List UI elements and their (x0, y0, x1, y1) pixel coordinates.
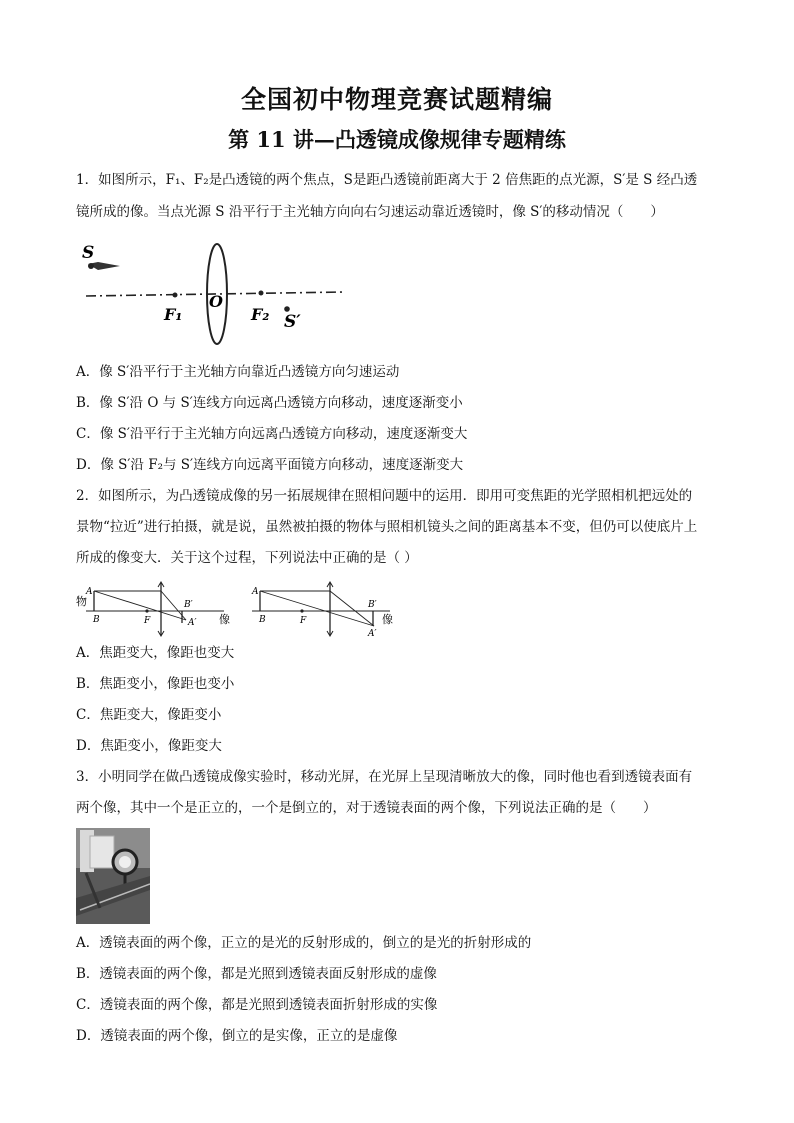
label-a: A (86, 587, 93, 597)
q2-stem-line-3: 所成的像变大．关于这个过程，下列说法中正确的是（ ） (76, 550, 418, 566)
q3-option-b: B．透镜表面的两个像，都是光照到透镜表面反射形成的虚像 (76, 966, 437, 982)
q1-stem-line-1: 1．如图所示，F₁、F₂是凸透镜的两个焦点，S是距凸透镜前距离大于 2 倍焦距的点光源，S′是 S 经凸透 (76, 172, 698, 188)
q3-experiment-photo (76, 828, 150, 924)
q3-stem-line-2: 两个像，其中一个是正立的，一个是倒立的，对于透镜表面的两个像，下列说法正确的是（ ） (76, 800, 657, 816)
q1-lens-figure (76, 236, 356, 348)
q2-camera-figure-left (76, 580, 236, 638)
label-f1: F₁ (164, 305, 183, 324)
label-a-prime: A′ (188, 618, 197, 628)
label-f: F (144, 616, 151, 626)
label-object: 物 (76, 595, 87, 608)
ray-center (260, 591, 374, 626)
label-f2: F₂ (251, 305, 270, 324)
q3-option-c: C．透镜表面的两个像，都是光照到透镜表面折射形成的实像 (76, 997, 438, 1013)
q1-stem-line-2: 镜所成的像。当点光源 S 沿平行于主光轴方向向右匀速运动靠近透镜时，像 S′的移动情况（ ） (76, 204, 664, 220)
page-subtitle: 第 11 讲—凸透镜成像规律专题精练 (228, 127, 566, 152)
focus-f1-dot (173, 293, 178, 298)
lens-reflection (119, 856, 131, 868)
q3-stem-line-1: 3．小明同学在做凸透镜成像实验时，移动光屏，在光屏上呈现清晰放大的像，同时他也看到透镜表面有 (76, 769, 693, 785)
label-image: 像 (219, 613, 230, 626)
label-b: B (93, 615, 100, 625)
label-image: 像 (382, 613, 393, 626)
q1-option-a: A．像 S′沿平行于主光轴方向靠近凸透镜方向匀速运动 (76, 364, 400, 380)
q2-option-d: D．焦距变小，像距变大 (76, 738, 222, 754)
page-title: 全国初中物理竞赛试题精编 (240, 85, 553, 114)
point-source-s (88, 263, 94, 269)
label-a-prime: A′ (368, 629, 377, 639)
label-o: O (209, 292, 223, 311)
q3-option-d: D．透镜表面的两个像，倒立的是实像，正立的是虚像 (76, 1028, 398, 1044)
focus-dot (300, 609, 303, 612)
label-b: B (259, 615, 266, 625)
q1-option-c: C．像 S′沿平行于主光轴方向远离凸透镜方向移动，速度逐渐变大 (76, 426, 468, 442)
label-a: A (252, 587, 259, 597)
q2-camera-figure-right (242, 580, 402, 640)
q2-option-a: A．焦距变大，像距也变大 (76, 645, 235, 661)
label-f: F (300, 616, 307, 626)
label-b-prime: B′ (184, 600, 193, 610)
light-screen (90, 836, 114, 868)
label-b-prime: B′ (368, 600, 377, 610)
q2-stem-line-2: 景物“拉近”进行拍摄，就是说，虽然被拍摄的物体与照相机镜头之间的距离基本不变，但仍可以使底片上 (76, 519, 698, 535)
q2-option-b: B．焦距变小，像距也变小 (76, 676, 235, 692)
focus-f2-dot (259, 291, 264, 296)
q3-option-a: A．透镜表面的两个像，正立的是光的反射形成的，倒立的是光的折射形成的 (76, 935, 532, 951)
image-s-prime-dot (284, 306, 290, 312)
ray-center (94, 591, 186, 620)
label-s-prime: S′ (284, 312, 301, 332)
q2-stem-line-1: 2．如图所示，为凸透镜成像的另一拓展规律在照相问题中的运用．即用可变焦距的光学照相机把远处的 (76, 488, 693, 504)
label-s: S (82, 243, 95, 263)
q1-option-b: B．像 S′沿 O 与 S′连线方向远离凸透镜方向移动，速度逐渐变小 (76, 395, 463, 411)
q1-option-d: D．像 S′沿 F₂与 S′连线方向远离平面镜方向移动，速度逐渐变大 (76, 457, 464, 473)
focus-dot (145, 609, 148, 612)
q2-option-c: C．焦距变大，像距变小 (76, 707, 222, 723)
